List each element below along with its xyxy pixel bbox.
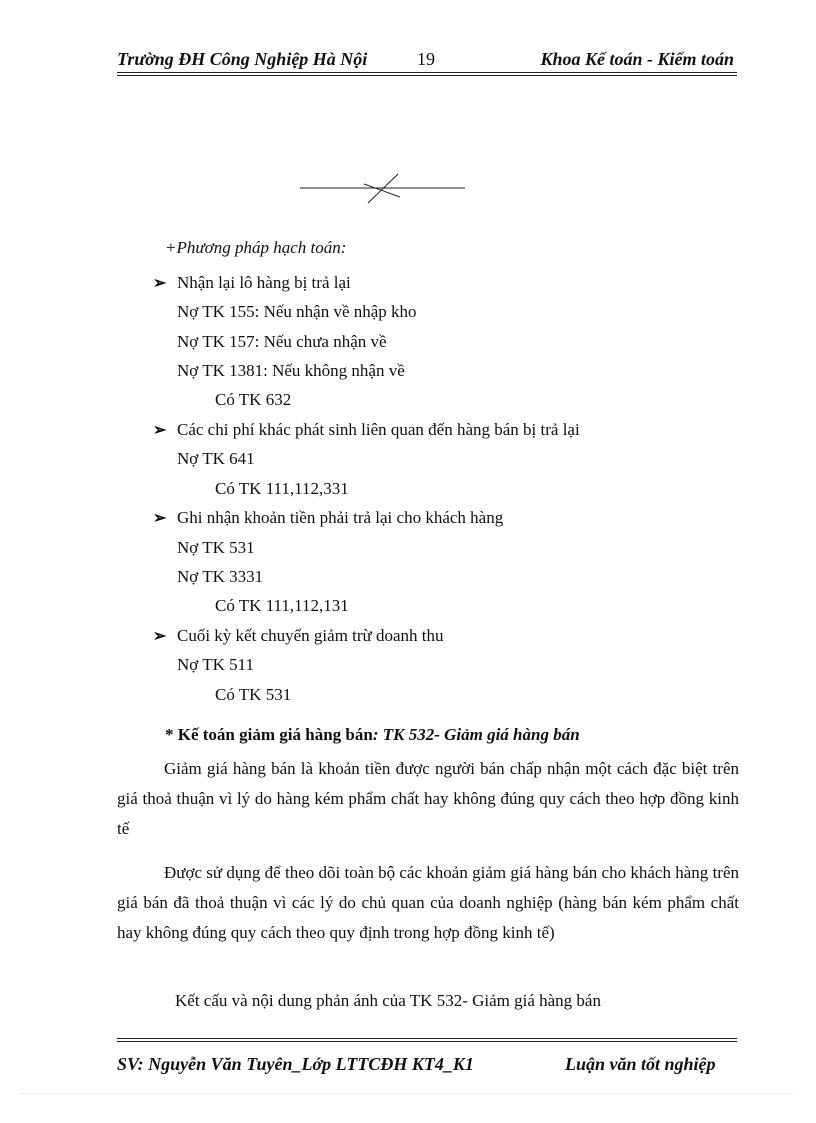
structure-line: Kết cấu và nội dung phản ánh của TK 532- Giảm giá hàng bán <box>175 991 601 1010</box>
arrow-bullet-icon: ➢ <box>153 510 167 527</box>
section-title: Nhận lại lô hàng bị trả lại <box>177 273 351 292</box>
footer-student: SV: Nguyễn Văn Tuyên_Lớp LTTCĐH KT4_K1 <box>117 1054 474 1074</box>
entry-line: Nợ TK 641 <box>177 449 255 468</box>
page-number: 19 <box>417 49 435 69</box>
section-title: Các chi phí khác phát sinh liên quan đến hàng bán bị trả lại <box>177 420 580 439</box>
header-rule-bottom <box>117 75 737 76</box>
page-bottom-border <box>20 1093 796 1094</box>
discount-heading <box>165 725 580 745</box>
discount-heading-label: * Kế toán giảm giá hàng bán <box>165 725 373 744</box>
entry-line: Nợ TK 1381: Nếu không nhận về <box>177 361 405 380</box>
section-title: Cuối kỳ kết chuyển giảm trừ doanh thu <box>177 626 444 645</box>
entry-line-credit: Có TK 531 <box>215 685 292 704</box>
arrow-bullet-icon: ➢ <box>153 422 167 439</box>
entry-line-credit: Có TK 632 <box>215 390 292 409</box>
section-title: Ghi nhận khoản tiền phải trả lại cho khách hàng <box>177 508 504 527</box>
header-faculty: Khoa Kế toán - Kiểm toán <box>540 49 734 69</box>
arrow-bullet-icon: ➢ <box>153 628 167 645</box>
method-heading: +Phương pháp hạch toán: <box>165 238 347 257</box>
entry-line: Nợ TK 531 <box>177 538 255 557</box>
entry-line-credit: Có TK 111,112,331 <box>215 479 349 498</box>
arrow-bullet-icon: ➢ <box>153 275 167 292</box>
discount-heading-account: : TK 532- Giảm giá hàng bán <box>372 725 580 744</box>
separator-ornament <box>300 172 470 208</box>
footer-rule-top <box>117 1038 737 1039</box>
footer-thesis: Luận văn tốt nghiệp <box>565 1054 716 1074</box>
entry-line-credit: Có TK 111,112,131 <box>215 596 349 615</box>
header-school: Trường ĐH Công Nghiệp Hà Nội <box>117 49 368 69</box>
header-rule-top <box>117 72 737 73</box>
paragraph-discount-definition: Giảm giá hàng bán là khoản tiền được người bán chấp nhận một cách đặc biệt trên giá thoả thuận vì lý do hàng kém phẩm chất hay không đúng quy cách theo hợp đồng kinh tế <box>117 759 739 838</box>
entry-line: Nợ TK 157: Nếu chưa nhận về <box>177 332 387 351</box>
footer-rule-bottom <box>117 1041 737 1042</box>
entry-line: Nợ TK 511 <box>177 655 254 674</box>
entry-line: Nợ TK 3331 <box>177 567 264 586</box>
paragraph-discount-usage: Được sử dụng để theo dõi toàn bộ các khoản giảm giá hàng bán cho khách hàng trên giá bán đã thoả thuận vì các lý do chủ quan của doanh nghiệp (hàng bán kém phẩm chất hay không đúng quy cách theo quy định trong hợp đồng kinh tế) <box>117 863 739 942</box>
entry-line: Nợ TK 155: Nếu nhận về nhập kho <box>177 302 417 321</box>
